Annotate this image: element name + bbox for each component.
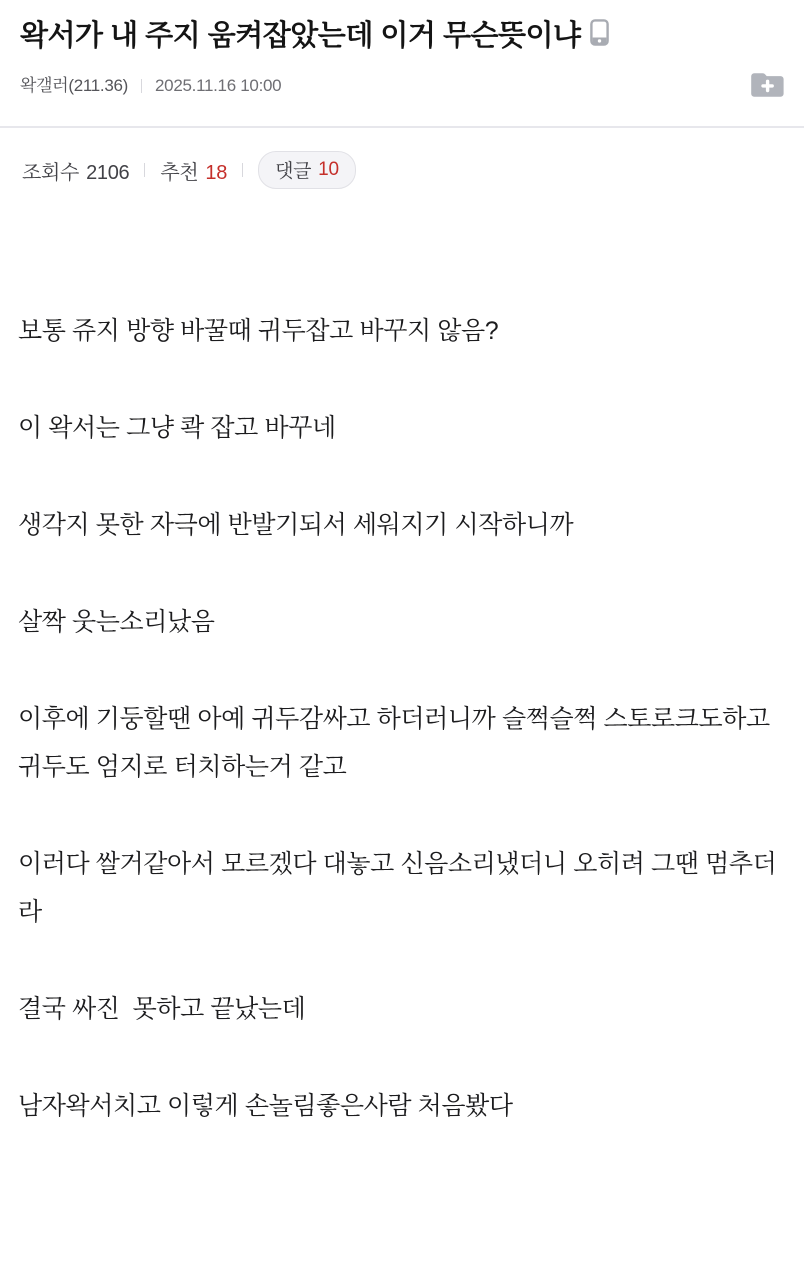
post-meta bbox=[20, 71, 784, 100]
body-paragraph: 결국 싸진 못하고 끝났는데 bbox=[18, 995, 306, 1023]
post-body bbox=[18, 307, 784, 1130]
stats-row bbox=[22, 151, 784, 189]
views-stat bbox=[22, 156, 129, 185]
meta-separator bbox=[141, 79, 142, 93]
body-paragraph: 이후에 기둥할땐 아예 귀두감싸고 하더러니까 슬쩍슬쩍 스토로크도하고 귀두도 엄지로 터치하는거 같고 bbox=[18, 705, 777, 781]
likes-stat bbox=[160, 156, 227, 185]
views-label: 조회수 bbox=[22, 161, 80, 184]
views-value: 2106 bbox=[86, 161, 130, 184]
comments-label: 댓글 bbox=[275, 161, 312, 182]
post-author: 왁갤러(211.36) bbox=[20, 75, 129, 95]
post-header bbox=[0, 16, 804, 100]
post-title bbox=[20, 16, 784, 56]
comments-value: 10 bbox=[318, 158, 339, 180]
post-title-text: 왁서가 내 주지 움켜잡았는데 이거 무슨뜻이냐 bbox=[20, 20, 581, 52]
body-paragraph: 생각지 못한 자극에 반발기되서 세워지기 시작하니까 bbox=[18, 511, 574, 539]
stats-separator bbox=[242, 163, 243, 177]
header-divider bbox=[0, 126, 804, 128]
folder-add-button[interactable] bbox=[751, 71, 784, 100]
body-paragraph: 이러다 쌀거같아서 모르겠다 대놓고 신음소리냈더니 오히려 그땐 멈추더라 bbox=[18, 850, 777, 926]
likes-value: 18 bbox=[205, 161, 228, 184]
post-date: 2025.11.16 10:00 bbox=[155, 75, 282, 95]
folder-add-icon bbox=[751, 70, 784, 102]
comments-count-button[interactable] bbox=[258, 151, 356, 189]
stats-separator bbox=[144, 163, 145, 177]
body-paragraph: 이 왁서는 그냥 콱 잡고 바꾸네 bbox=[18, 414, 336, 442]
mobile-device-icon bbox=[590, 18, 609, 56]
body-paragraph: 보통 쥬지 방향 바꿀때 귀두잡고 바꾸지 않음? bbox=[18, 317, 499, 345]
likes-label: 추천 bbox=[160, 161, 199, 184]
body-paragraph: 살짝 웃는소리났음 bbox=[18, 608, 215, 636]
body-paragraph: 남자왁서치고 이렇게 손놀림좋은사람 처음봤다 bbox=[18, 1092, 513, 1120]
